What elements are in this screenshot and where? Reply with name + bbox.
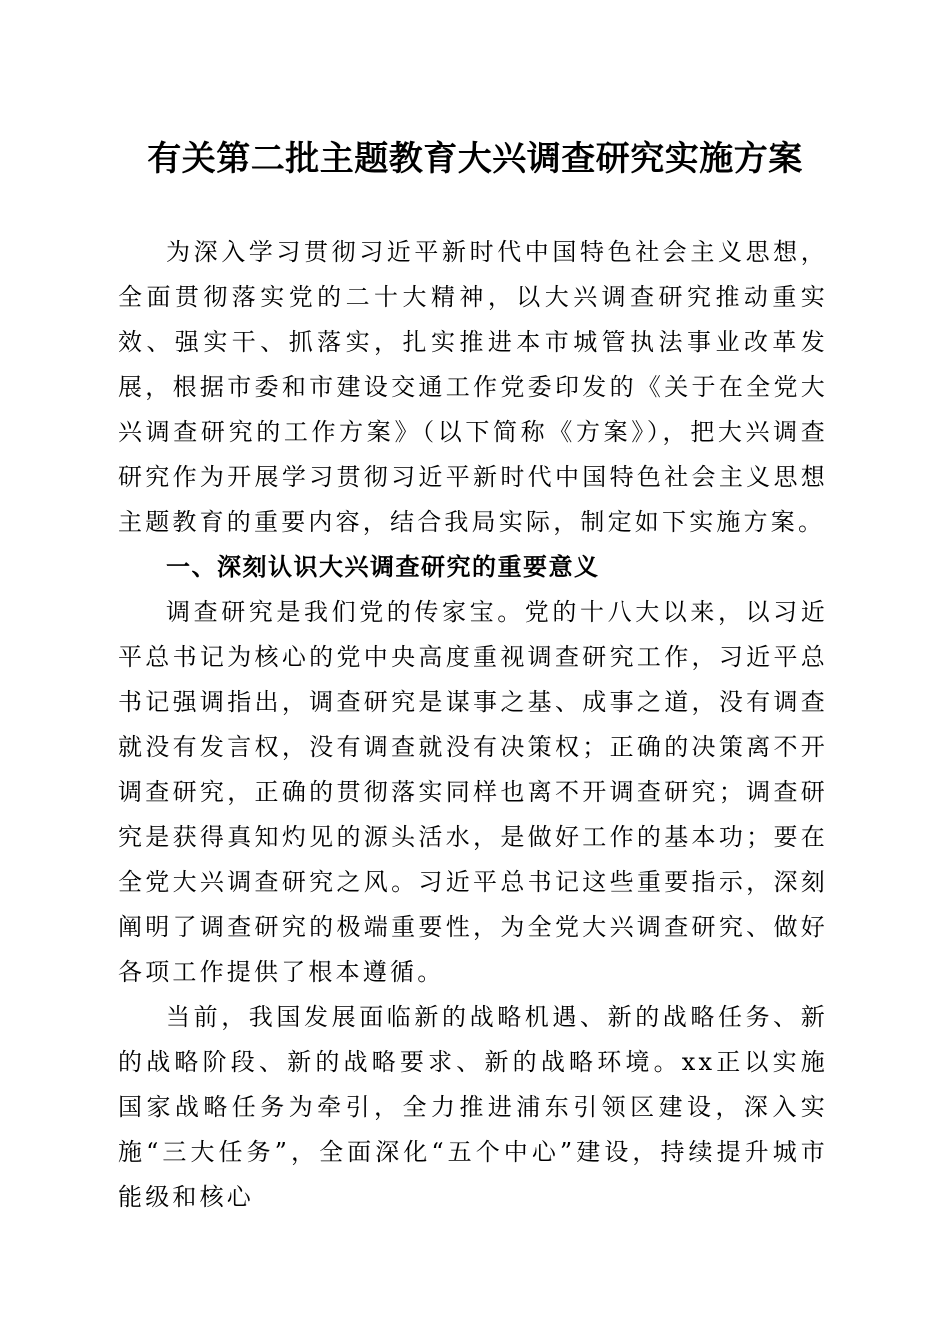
document-body [118, 230, 828, 1220]
document-title: 有关第二批主题教育大兴调查研究实施方案 [147, 139, 803, 179]
body-paragraph: 当前，我国发展面临新的战略机遇、新的战略任务、新的战略阶段、新的战略要求、新的战略环境。xx正以实施国家战略任务为牵引，全力推进浦东引领区建设，深入实施“三大任务”，全面深化“五个中心”建设，持续提升城市能级和核心 [118, 1003, 828, 1211]
section-heading: 一、深刻认识大兴调查研究的重要意义 [166, 553, 600, 581]
body-paragraph: 调查研究是我们党的传家宝。党的十八大以来，以习近平总书记为核心的党中央高度重视调查研究工作，习近平总书记强调指出，调查研究是谋事之基、成事之道，没有调查就没有发言权，没有调查就没有决策权；正确的决策离不开调查研究，正确的贯彻落实同样也离不开调查研究；调查研究是获得真知灼见的源头活水，是做好工作的基本功；要在全党大兴调查研究之风。习近平总书记这些重要指示，深刻阐明了调查研究的极端重要性，为全党大兴调查研究、做好各项工作提供了根本遵循。 [118, 598, 828, 986]
intro-paragraph: 为深入学习贯彻习近平新时代中国特色社会主义思想，全面贯彻落实党的二十大精神，以大兴调查研究推动重实效、强实干、抓落实，扎实推进本市城管执法事业改革发展，根据市委和市建设交通工作党委印发的《关于在全党大兴调查研究的工作方案》（以下简称《方案》），把大兴调查研究作为开展学习贯彻习近平新时代中国特色社会主义思想主题教育的重要内容，结合我局实际，制定如下实施方案。 [118, 238, 828, 536]
